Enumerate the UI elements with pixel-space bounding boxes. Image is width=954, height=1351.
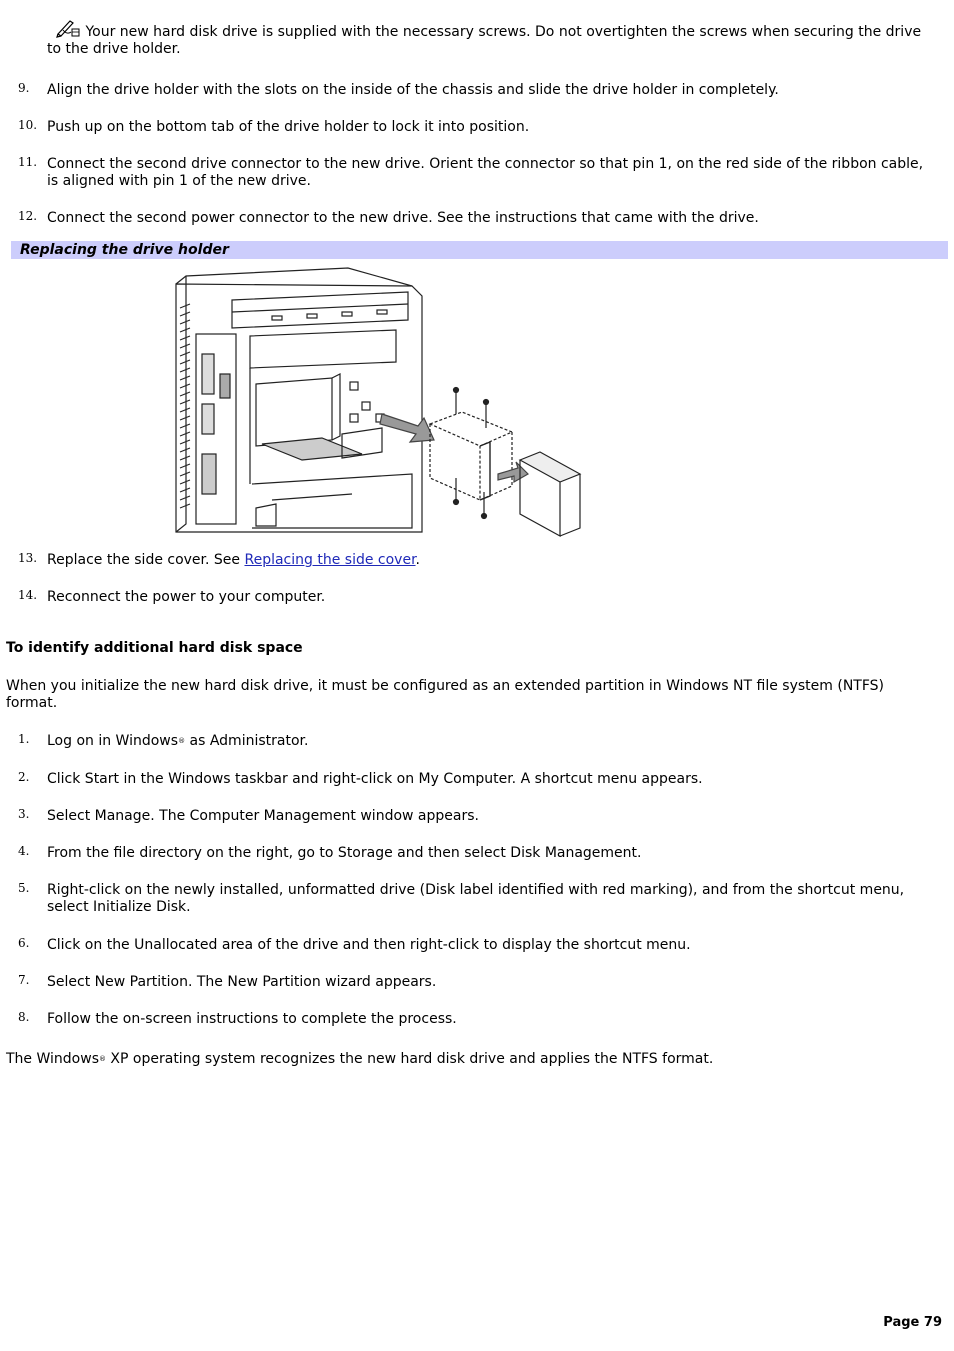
step-number: 8. bbox=[18, 1010, 30, 1024]
step-number: 1. bbox=[18, 732, 30, 746]
step-text: Connect the second power connector to the new drive. See the instructions that came with the drive. bbox=[47, 210, 759, 226]
step-number: 13. bbox=[18, 551, 38, 565]
registered-mark: ® bbox=[178, 737, 186, 745]
step-text-before: Replace the side cover. See bbox=[47, 552, 245, 568]
step-text bbox=[47, 552, 927, 569]
section-title: Replacing the drive holder bbox=[20, 242, 229, 258]
step-number: 7. bbox=[18, 973, 30, 987]
step-text: Align the drive holder with the slots on the inside of the chassis and slide the drive holder in completely. bbox=[47, 82, 779, 98]
step-number: 5. bbox=[18, 881, 30, 895]
step-text: Select Manage. The Computer Management window appears. bbox=[47, 808, 479, 824]
step-number: 6. bbox=[18, 936, 30, 950]
step-text: Push up on the bottom tab of the drive holder to lock it into position. bbox=[47, 119, 530, 135]
step-text: Reconnect the power to your computer. bbox=[47, 589, 326, 605]
replacing-side-cover-link[interactable]: Replacing the side cover bbox=[244, 552, 416, 568]
drive-holder-illustration bbox=[172, 264, 582, 540]
step-text: Click Start in the Windows taskbar and right-click on My Computer. A shortcut menu appears. bbox=[47, 771, 703, 787]
step-number: 2. bbox=[18, 770, 30, 784]
step-text-after: as Administrator. bbox=[185, 733, 309, 749]
step-number: 4. bbox=[18, 844, 30, 858]
step-number: 10. bbox=[18, 118, 38, 132]
step-text: Right-click on the newly installed, unformatted drive (Disk label identified with red marking), and from the shortcut menu, select Initialize Disk. bbox=[47, 882, 905, 915]
step-text-after: . bbox=[415, 552, 420, 568]
step-text: From the file directory on the right, go to Storage and then select Disk Management. bbox=[47, 845, 642, 861]
note-pencil-icon bbox=[55, 18, 81, 38]
intro-paragraph: When you initialize the new hard disk drive, it must be configured as an extended partition in Windows NT file system (NTFS) format. bbox=[6, 678, 885, 711]
note bbox=[47, 18, 927, 58]
closing-text-before: The Windows bbox=[6, 1051, 99, 1067]
step-text: Follow the on-screen instructions to complete the process. bbox=[47, 1011, 457, 1027]
step-text: Select New Partition. The New Partition wizard appears. bbox=[47, 974, 437, 990]
subsection-heading: To identify additional hard disk space bbox=[6, 640, 303, 656]
registered-mark: ® bbox=[98, 1055, 106, 1063]
closing-text-after: XP operating system recognizes the new hard disk drive and applies the NTFS format. bbox=[105, 1051, 714, 1067]
step-text-before: Log on in Windows bbox=[47, 733, 179, 749]
step-number: 11. bbox=[18, 155, 38, 169]
step-text: Click on the Unallocated area of the drive and then right-click to display the shortcut menu. bbox=[47, 937, 691, 953]
step-number: 12. bbox=[18, 209, 38, 223]
step-number: 14. bbox=[18, 588, 38, 602]
section-header bbox=[11, 241, 948, 259]
step-number: 3. bbox=[18, 807, 30, 821]
step-number: 9. bbox=[18, 81, 30, 95]
closing-paragraph bbox=[6, 1051, 926, 1068]
page-number: Page 79 bbox=[883, 1315, 942, 1330]
note-text: Your new hard disk drive is supplied with the necessary screws. Do not overtighten the screws when securing the drive to the drive holder. bbox=[47, 24, 922, 57]
step-text: Connect the second drive connector to the new drive. Orient the connector so that pin 1, on the red side of the ribbon cable, is aligned with pin 1 of the new drive. bbox=[47, 156, 924, 189]
step-text bbox=[47, 733, 927, 750]
